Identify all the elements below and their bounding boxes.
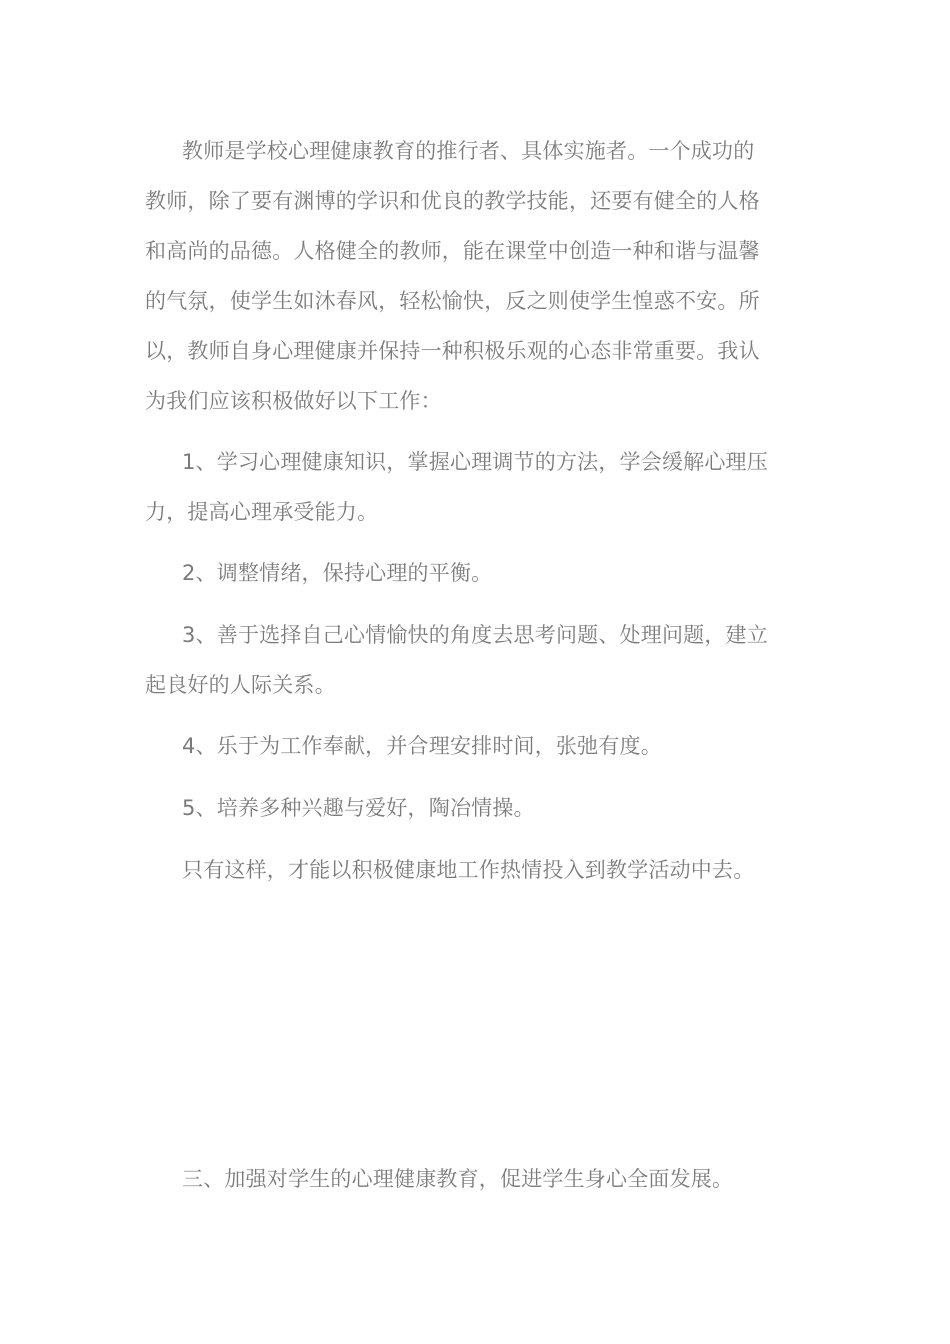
- list-item-4: 4、乐于为工作奉献，并合理安排时间，张弛有度。: [182, 734, 662, 758]
- intro-line-3: 和高尚的品德。人格健全的教师，能在课堂中创造一种和谐与温馨: [145, 239, 760, 263]
- section-heading: 三、加强对学生的心理健康教育，促进学生身心全面发展。: [182, 1167, 734, 1191]
- list-item-1-line-2: 力，提高心理承受能力。: [145, 500, 379, 524]
- conclusion-paragraph: 只有这样，才能以积极健康地工作热情投入到教学活动中去。: [182, 858, 755, 882]
- list-item-1-line-1: 1、学习心理健康知识，掌握心理调节的方法，学会缓解心理压: [182, 450, 768, 474]
- intro-line-1: 教师是学校心理健康教育的推行者、具体实施者。一个成功的: [182, 139, 755, 163]
- list-item-5: 5、培养多种兴趣与爱好，陶冶情操。: [182, 796, 535, 820]
- intro-line-4: 的气氛，使学生如沐春风，轻松愉快，反之则使学生惶惑不安。所: [145, 289, 760, 313]
- intro-line-2: 教师，除了要有渊博的学识和优良的教学技能，还要有健全的人格: [145, 189, 760, 213]
- list-item-3-line-2: 起良好的人际关系。: [145, 673, 336, 697]
- list-item-3-line-1: 3、善于选择自己心情愉快的角度去思考问题、处理问题，建立: [182, 623, 768, 647]
- intro-line-5: 以，教师自身心理健康并保持一种积极乐观的心态非常重要。我认: [145, 339, 760, 363]
- list-item-2: 2、调整情绪，保持心理的平衡。: [182, 561, 493, 585]
- intro-line-6: 为我们应该积极做好以下工作：: [145, 389, 442, 413]
